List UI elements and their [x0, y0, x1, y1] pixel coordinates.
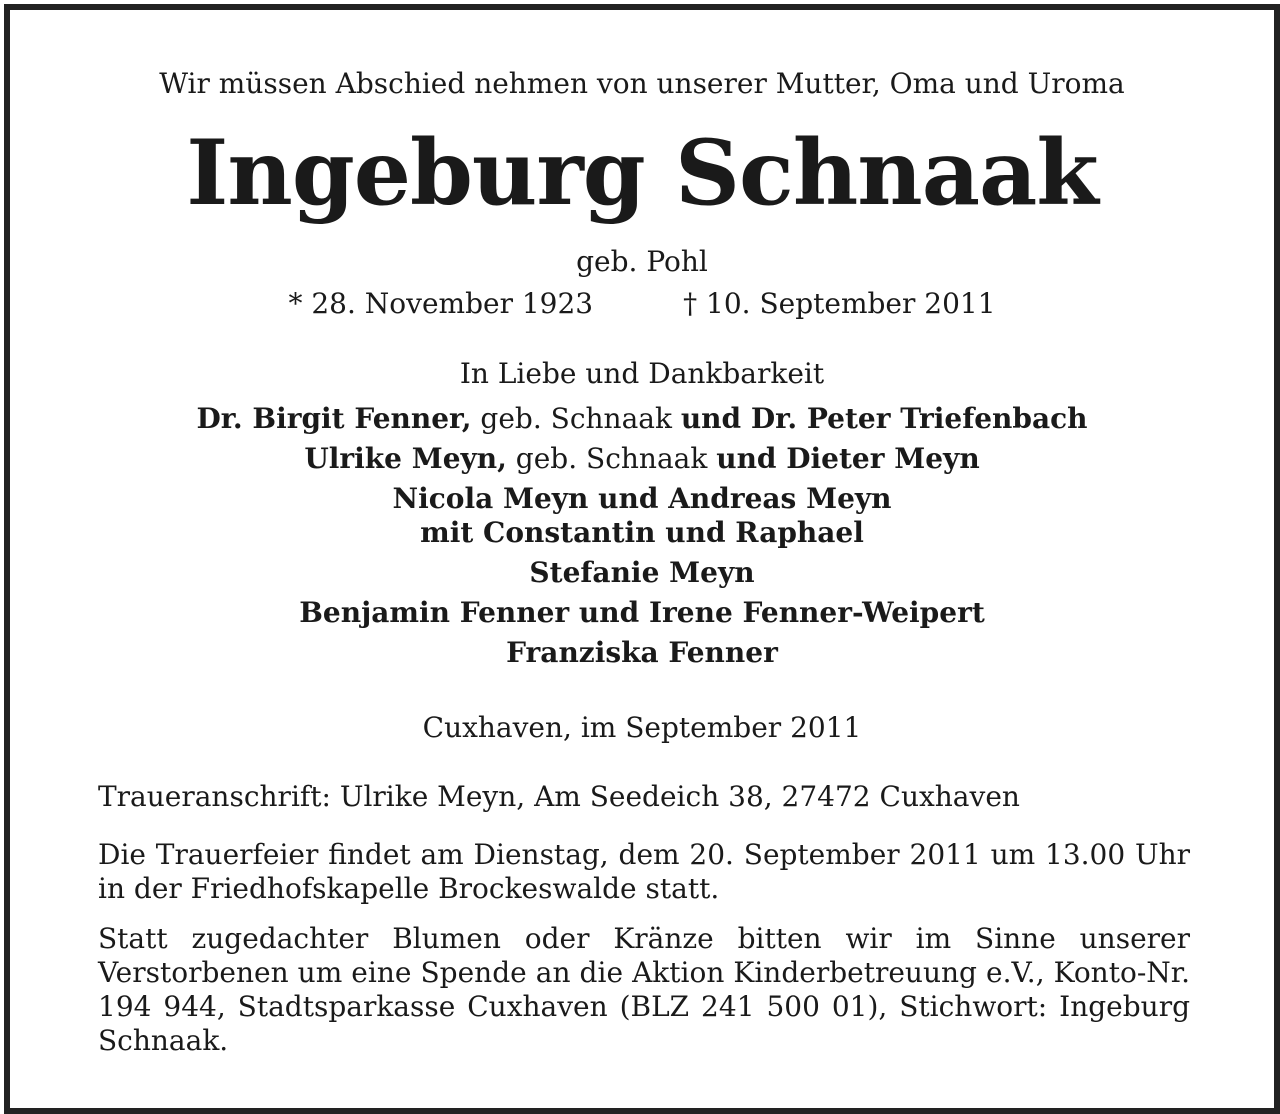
mourners-list: [10, 402, 1274, 676]
intro-text: Wir müssen Abschied nehmen von unserer Mutter, Oma und Uroma: [159, 67, 1125, 100]
life-dates: [10, 286, 1274, 322]
obituary-notice: [4, 4, 1280, 1114]
birth-name: geb. Pohl: [576, 245, 708, 278]
donation-request: Statt zugedachter Blumen oder Kränze bitten wir im Sinne unserer Verstorbenen um eine Spende an die Aktion Kinderbetreuung e.V., Konto-Nr. 194 944, Stadtsparkasse Cuxhaven (BLZ 241 500 01), Stichwort: Ingeburg Schnaak.: [98, 922, 1190, 1057]
place-date: Cuxhaven, im September 2011: [422, 711, 862, 744]
mourner-line: Benjamin Fenner und Irene Fenner-Weipert: [299, 596, 985, 629]
mourning-address: Traueranschrift: Ulrike Meyn, Am Seedeich 38, 27472 Cuxhaven: [98, 780, 1020, 813]
mourner-line: mit Constantin und Raphael: [420, 516, 864, 549]
mourner-line: Nicola Meyn und Andreas Meyn: [392, 482, 892, 515]
funeral-service-info: Die Trauerfeier findet am Dienstag, dem 20. September 2011 um 13.00 Uhr in der Friedhofskapelle Brockeswalde statt.: [98, 838, 1190, 905]
deceased-name: Ingeburg Schnaak: [186, 120, 1098, 226]
mourner-line: Franziska Fenner: [506, 636, 778, 669]
dedication-text: In Liebe und Dankbarkeit: [459, 357, 825, 390]
mourner-line: Dr. Birgit Fenner, geb. Schnaak und Dr. Peter Triefenbach: [196, 402, 1088, 435]
mourner-line: Stefanie Meyn: [529, 556, 755, 589]
birth-date: * 28. November 1923: [288, 287, 594, 320]
death-date: † 10. September 2011: [683, 287, 996, 320]
mourner-line: Ulrike Meyn, geb. Schnaak und Dieter Meyn: [304, 442, 980, 475]
